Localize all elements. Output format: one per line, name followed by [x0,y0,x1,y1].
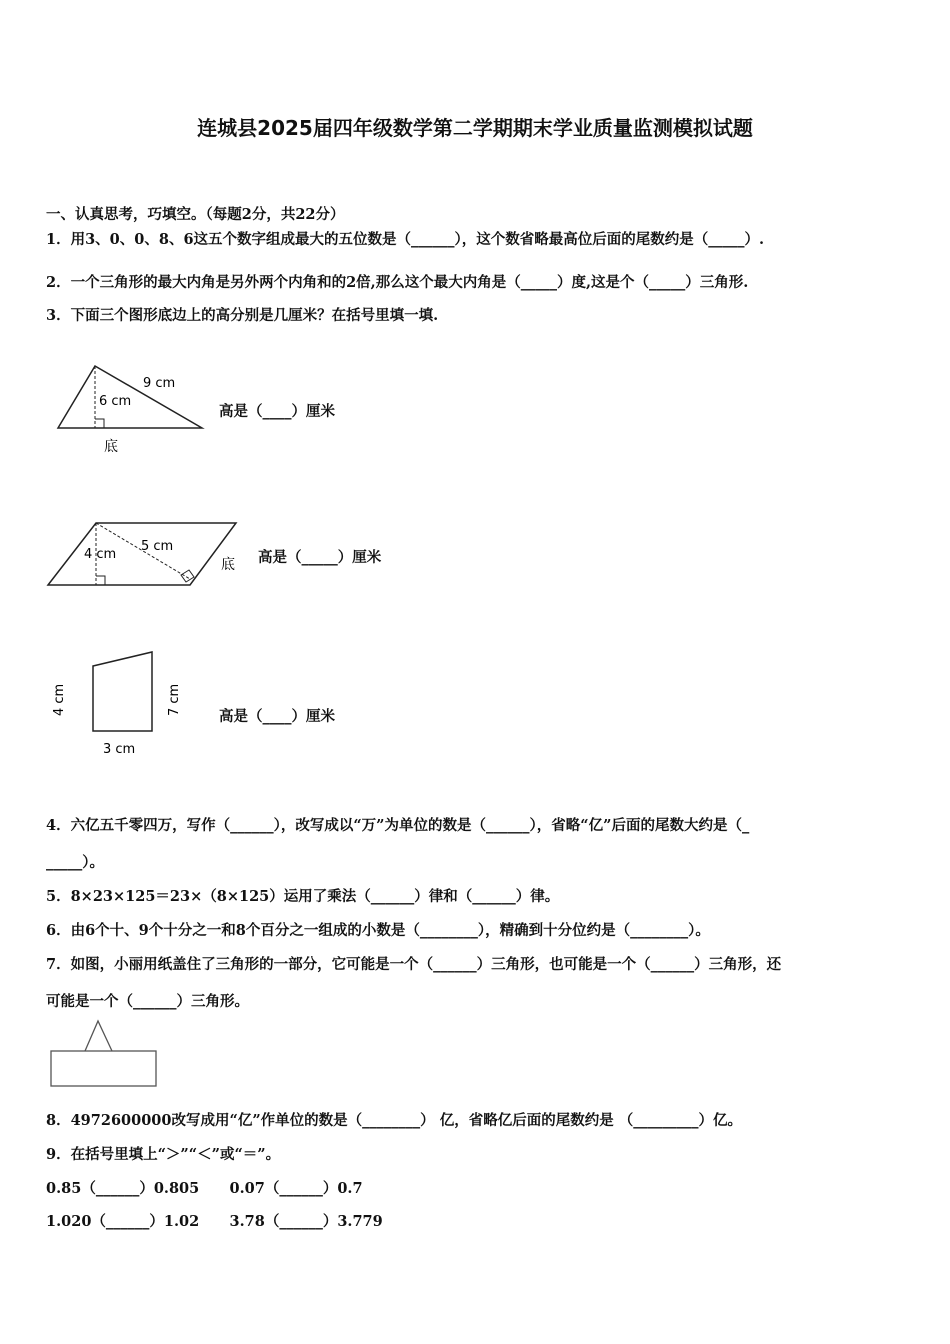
page-title: 连城县2025届四年级数学第二学期期末学业质量监测模拟试题 [197,116,753,140]
fig1-caption: 高是（____）厘米 [219,403,335,420]
question-5: 5．8×23×125＝23×（8×125）运用了乘法（______）律和（______）律。 [46,888,560,905]
question-8: 8．4972600000改写成用“亿”作单位的数是（________） 亿，省略亿后面的尾数约是 （_________）亿。 [46,1112,743,1129]
triangle-height-label: 6 cm [99,394,132,409]
triangle-figure [50,358,210,458]
question-9: 9．在括号里填上“＞”“＜”或“＝”。 [46,1146,281,1163]
question-6: 6．由6个十、9个十分之一和8个百分之一组成的小数是（________），精确到十分位约是（________）。 [46,922,710,939]
question-1: 1．用3、0、0、8、6这五个数字组成最大的五位数是（______），这个数省略最高位后面的尾数约是（_____）. [46,231,765,248]
question-7-line1: 7．如图，小丽用纸盖住了三角形的一部分，它可能是一个（______）三角形，也可能是一个（______）三角形，还 [46,956,782,973]
trapezoid-right-label: 7 cm [167,683,182,716]
trapezoid-figure [46,646,196,761]
parallelogram-diag-label: 5 cm [141,539,174,554]
triangle-side-label: 9 cm [143,376,176,391]
question-7-line2: 可能是一个（______）三角形。 [46,993,249,1010]
parallelogram-base-label: 底 [221,557,235,573]
question-9-row2: 1.020（______）1.02 3.78（______）3.779 [46,1213,383,1230]
section-heading: 一、认真思考，巧填空。（每题2分，共22分） [46,206,345,223]
triangle-base-label: 底 [104,439,118,455]
trapezoid-bottom-label: 3 cm [103,742,136,757]
question-3: 3．下面三个图形底边上的高分别是几厘米？在括号里填一填. [46,307,439,324]
trapezoid-left-label: 4 cm [52,683,67,716]
parallelogram-figure [44,515,244,595]
question-4-line2: _____）。 [46,854,104,871]
question-9-row1: 0.85（______）0.805 0.07（______）0.7 [46,1180,363,1197]
question-2: 2．一个三角形的最大内角是另外两个内角和的2倍,那么这个最大内角是（_____）度,这是个（_____）三角形. [46,274,749,291]
fig3-caption: 高是（____）厘米 [219,708,335,725]
covered-triangle-figure [48,1018,160,1090]
fig2-caption: 高是（_____）厘米 [258,549,382,566]
parallelogram-height-label: 4 cm [84,547,117,562]
question-4-line1: 4．六亿五千零四万，写作（______），改写成以“万”为单位的数是（______），省略“亿”后面的尾数大约是（_ [46,817,750,834]
